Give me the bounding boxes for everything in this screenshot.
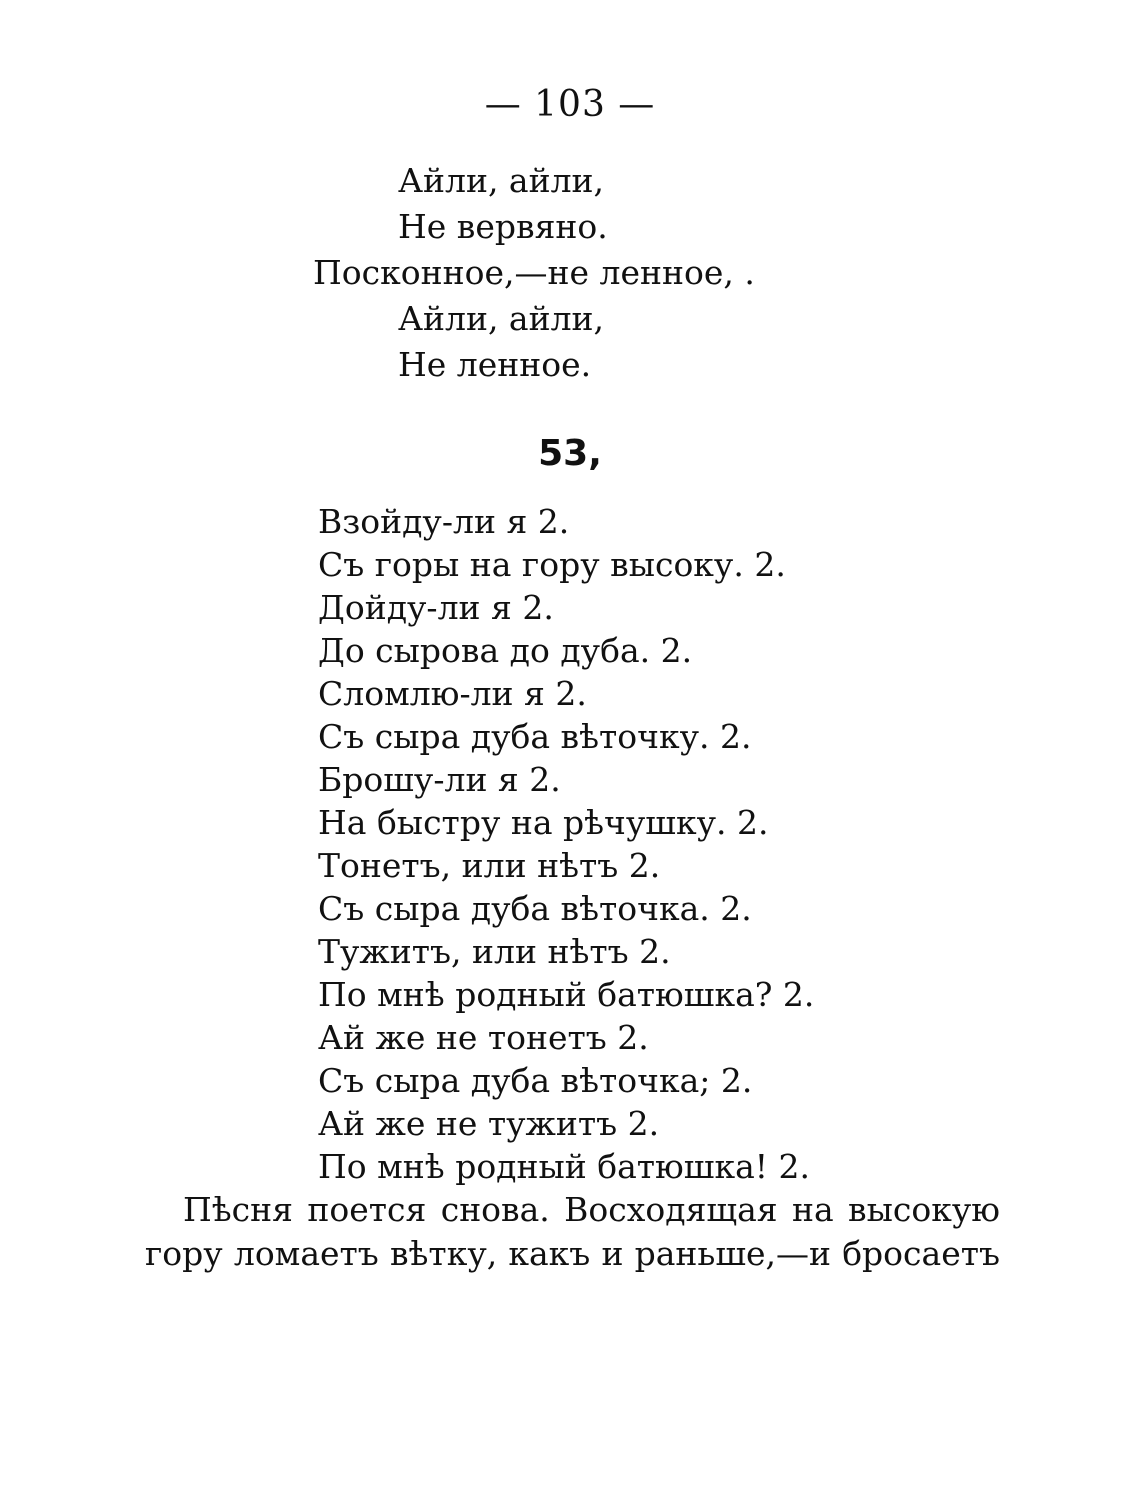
verse-top (0, 158, 1140, 388)
song-line: Ай же не тонетъ 2. (318, 1018, 649, 1057)
song-line: Тонетъ, или нѣтъ 2. (318, 846, 661, 885)
song-line: Дойду-ли я 2. (318, 588, 554, 627)
song-line: Ай же не тужитъ 2. (318, 1104, 660, 1143)
verse-line: Посконное,—не ленное, . (313, 253, 755, 292)
verse-line: Айли, айли, (398, 161, 605, 200)
song-number: 53, (538, 433, 602, 474)
prose-line: Пѣсня поется снова. Восходящая на высокую (183, 1190, 1000, 1229)
verse-line: Не вервяно. (398, 207, 608, 246)
song-line: По мнѣ родный батюшка? 2. (318, 975, 815, 1014)
song-line: Съ горы на гору высоку. 2. (318, 545, 786, 584)
song-line: Съ сыра дуба вѣточку. 2. (318, 717, 752, 756)
prose-line: гору ломаетъ вѣтку, какъ и раньше,—и бросаетъ (145, 1234, 1000, 1273)
verse-line: Не ленное. (398, 345, 592, 384)
song-line: По мнѣ родный батюшка! 2. (318, 1147, 810, 1186)
song-line: Съ сыра дуба вѣточка; 2. (318, 1061, 753, 1100)
verse-line: Айли, айли, (398, 299, 605, 338)
song-lyrics (318, 500, 1098, 1188)
page-number: — 103 — (484, 84, 656, 125)
song-line: На быстру на рѣчушку. 2. (318, 803, 769, 842)
prose-paragraph (145, 1188, 1000, 1276)
song-line: Брошу-ли я 2. (318, 760, 561, 799)
song-line: Сломлю-ли я 2. (318, 674, 587, 713)
song-line: Взойду-ли я 2. (318, 502, 570, 541)
song-line: Съ сыра дуба вѣточка. 2. (318, 889, 752, 928)
song-line: Тужитъ, или нѣтъ 2. (318, 932, 671, 971)
song-line: До сырова до дуба. 2. (318, 631, 693, 670)
